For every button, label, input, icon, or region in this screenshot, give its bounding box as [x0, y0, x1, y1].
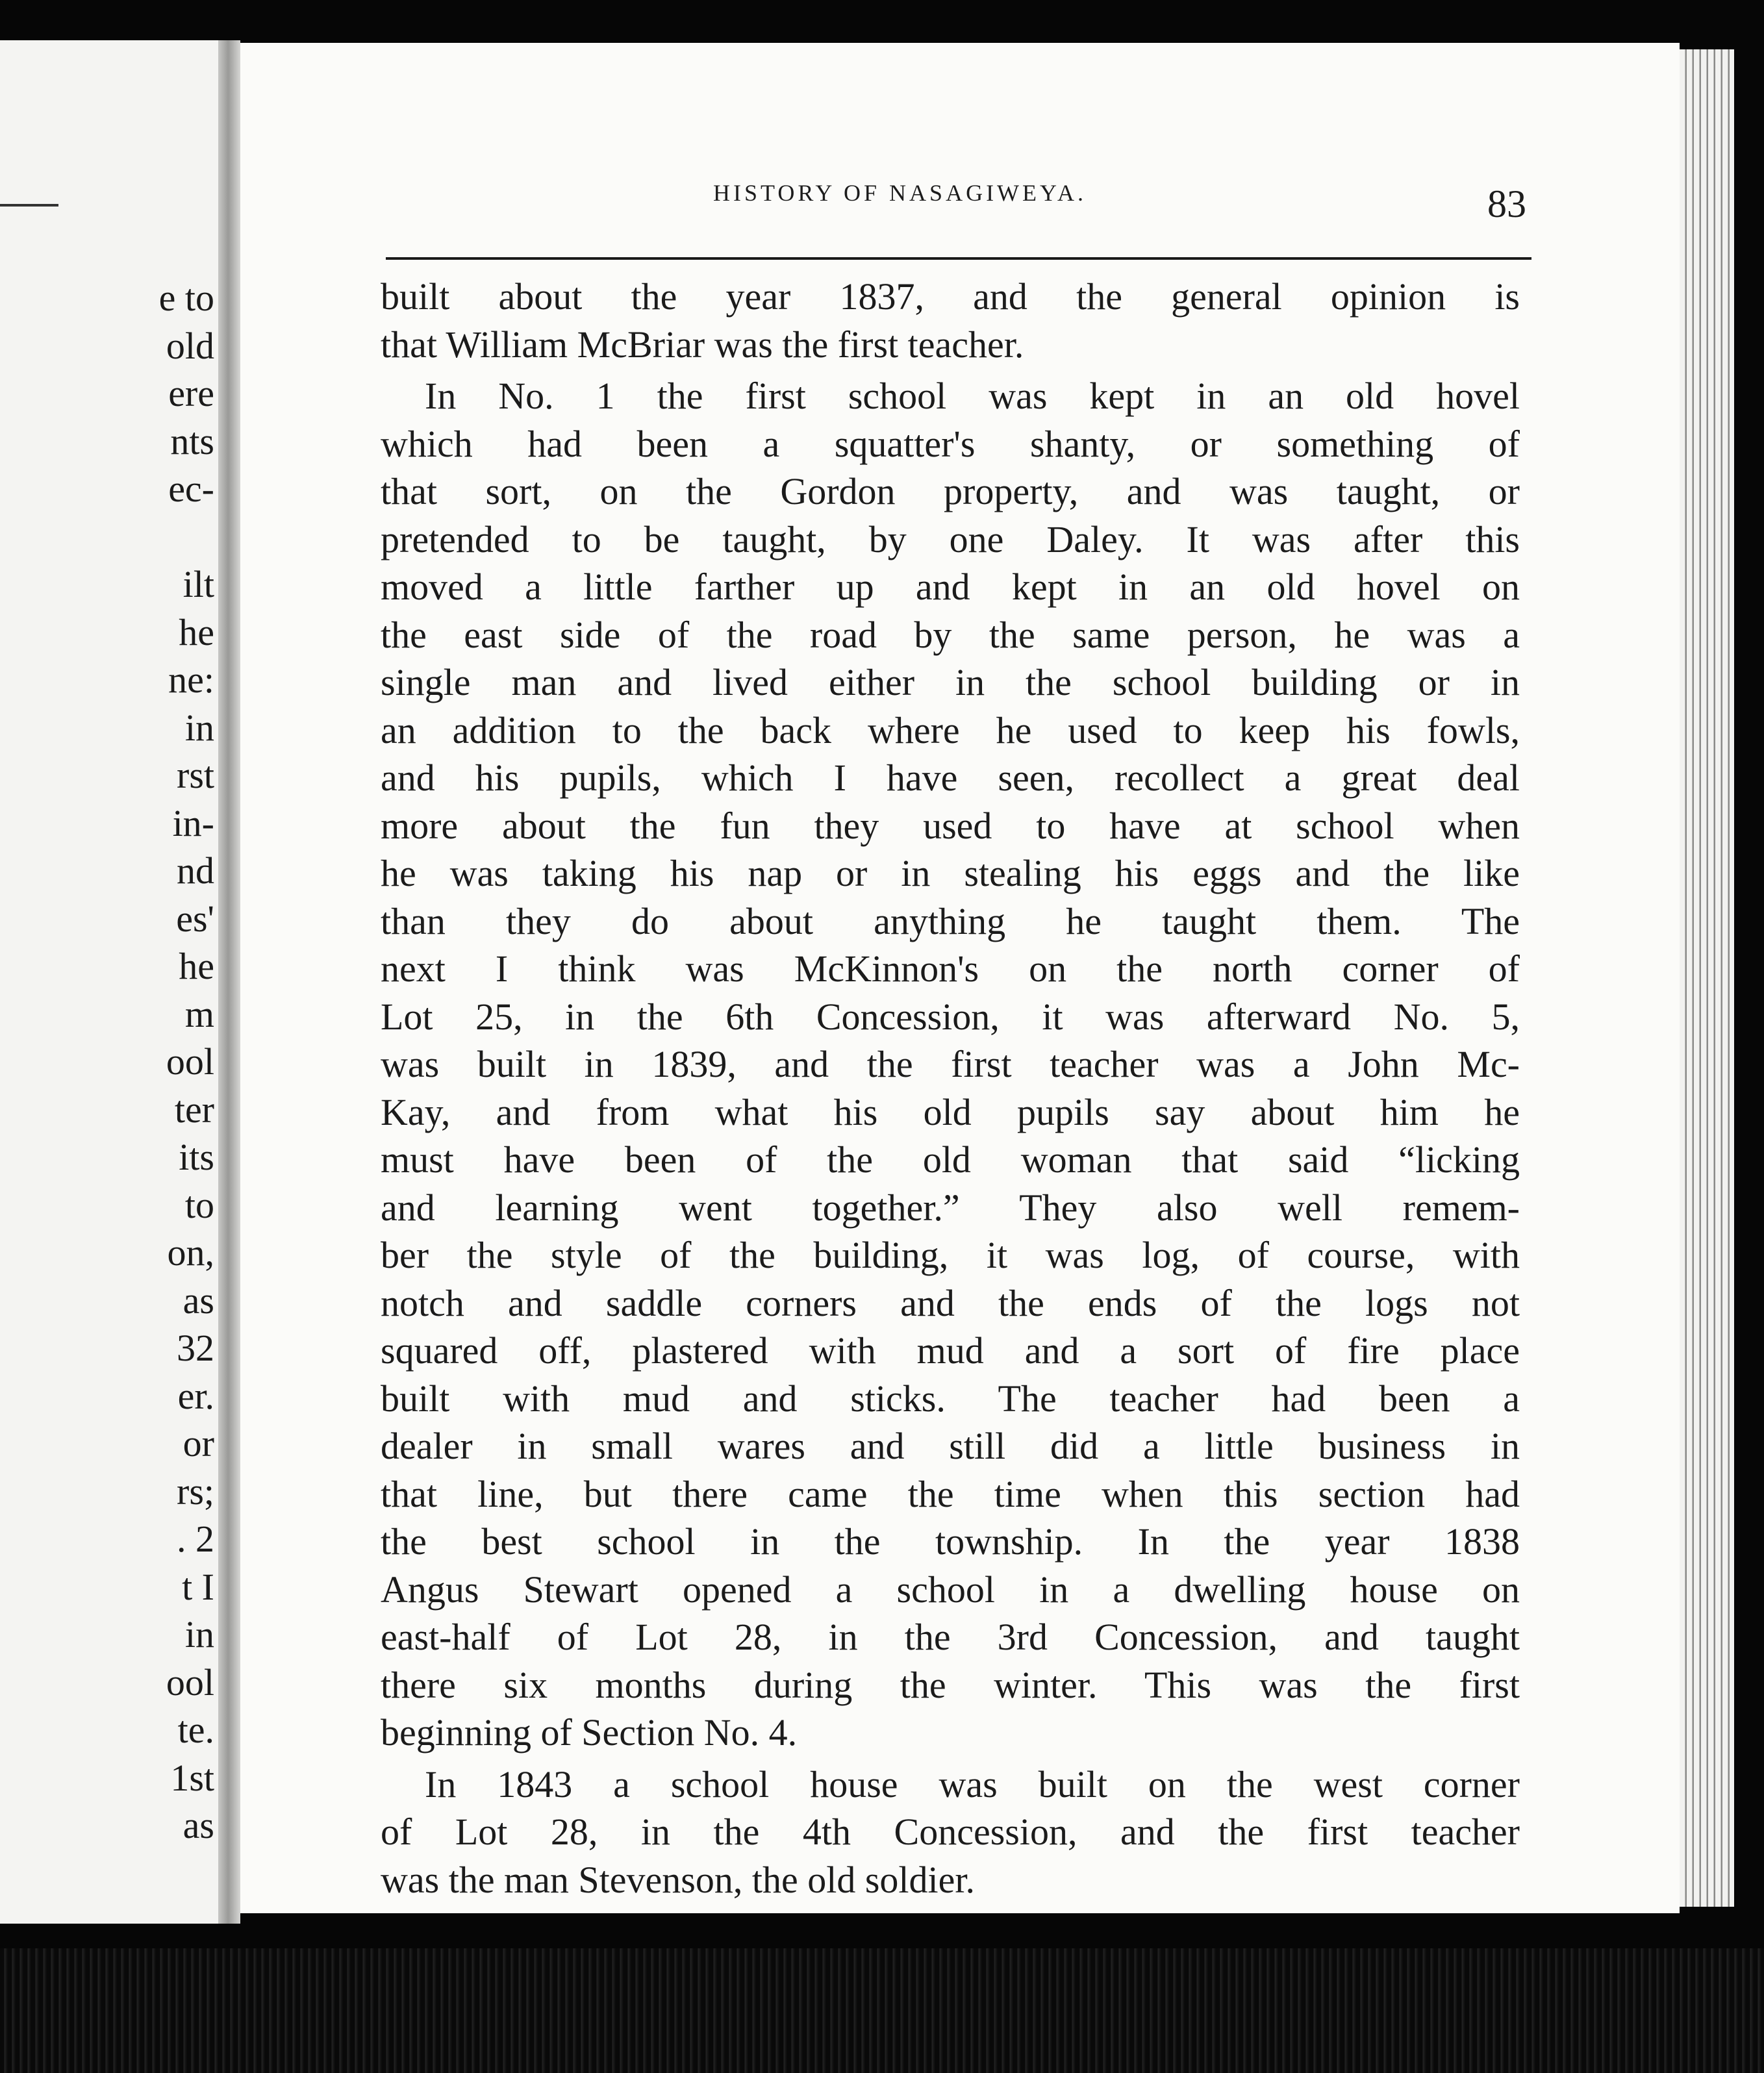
text-line: that William McBriar was the first teacher.: [381, 323, 1024, 366]
text-line: was built in 1839, and the first teacher was a John Mc-: [381, 1043, 1520, 1085]
text-line: east-half of Lot 28, in the 3rd Concession, and taught: [381, 1616, 1520, 1658]
left-fragment-line: to: [184, 1183, 214, 1226]
text-line: the best school in the township. In the year 1838: [381, 1520, 1520, 1563]
left-fragment-line: . 2: [177, 1518, 214, 1560]
running-head: HISTORY OF NASAGIWEYA.: [713, 180, 1087, 206]
text-line: next I think was McKinnon's on the north corner of: [381, 948, 1520, 990]
text-line: an addition to the back where he used to keep his fowls,: [381, 709, 1520, 751]
left-fragment-line: m: [184, 992, 214, 1035]
text-line: must have been of the old woman that said “licking: [381, 1138, 1520, 1181]
left-fragment-line: in-: [172, 801, 214, 844]
left-fragment-line: er.: [177, 1374, 214, 1417]
left-fragment-line: 32: [177, 1327, 214, 1369]
paragraph-start-line: In 1843 a school house was built on the west corner: [425, 1763, 1520, 1805]
text-line: and his pupils, which I have seen, recollect a great deal: [381, 757, 1520, 799]
page-number: 83: [1487, 182, 1526, 225]
body-text: [381, 273, 1520, 1903]
left-fragment-line: old: [166, 324, 214, 367]
left-fragment-line: as: [183, 1279, 214, 1322]
text-line: the east side of the road by the same person, he was a: [381, 613, 1520, 656]
left-fragment-line: in: [184, 706, 214, 749]
text-line: that sort, on the Gordon property, and was taught, or: [381, 470, 1520, 512]
text-line: single man and lived either in the school building or in: [381, 661, 1520, 703]
page-edges: [1680, 49, 1734, 1907]
text-line: he was taking his nap or in stealing his eggs and the like: [381, 852, 1520, 894]
text-line: notch and saddle corners and the ends of the logs not: [381, 1281, 1520, 1324]
left-fragment-line: te.: [177, 1709, 214, 1751]
left-fragment-line: e to: [158, 277, 214, 319]
left-fragment-line: ter: [174, 1088, 214, 1131]
scan-bottom-edge: [0, 1948, 1764, 2073]
text-line: dealer in small wares and still did a little business in: [381, 1425, 1520, 1467]
text-line: there six months during the winter. This was the first: [381, 1663, 1520, 1706]
left-fragment-line: or: [183, 1422, 214, 1464]
left-fragment-line: its: [179, 1136, 214, 1178]
left-fragment-line: he: [179, 610, 214, 653]
left-fragment-line: [123, 513, 214, 561]
left-fragment-line: t I: [182, 1565, 214, 1608]
text-line: that line, but there came the time when this section had: [381, 1472, 1520, 1515]
paragraph-start-line: In No. 1 the first school was kept in an old hovel: [425, 375, 1520, 417]
text-line: Angus Stewart opened a school in a dwelling house on: [381, 1568, 1520, 1611]
left-fragment-line: as: [183, 1804, 214, 1846]
text-line: moved a little farther up and kept in an old hovel on: [381, 566, 1520, 608]
left-fragment-line: ec-: [168, 468, 214, 510]
left-fragment-line: nd: [177, 849, 214, 892]
book-gutter: [218, 40, 240, 1924]
text-line: was the man Stevenson, the old soldier.: [381, 1858, 975, 1901]
text-line: squared off, plastered with mud and a sort of fire place: [381, 1329, 1520, 1372]
text-line: Lot 25, in the 6th Concession, it was afterward No. 5,: [381, 995, 1520, 1038]
text-line: more about the fun they used to have at school when: [381, 804, 1520, 847]
left-fragment-line: rst: [177, 754, 214, 796]
text-line: ber the style of the building, it was log, of course, with: [381, 1234, 1520, 1276]
left-fragment-line: on,: [167, 1231, 214, 1274]
left-fragment-line: 1st: [170, 1756, 214, 1799]
header-rule: [386, 257, 1531, 260]
text-line: built about the year 1837, and the general opinion is: [381, 275, 1520, 318]
text-line: Kay, and from what his old pupils say about him he: [381, 1090, 1520, 1133]
left-fragment-line: nts: [170, 420, 214, 462]
left-page-header-rule: [0, 204, 58, 207]
left-fragment-line: rs;: [177, 1470, 214, 1513]
text-line: beginning of Section No. 4.: [381, 1711, 798, 1753]
left-fragment-line: ool: [166, 1661, 214, 1703]
left-fragment-line: in: [184, 1613, 214, 1655]
text-line: pretended to be taught, by one Daley. It was after this: [381, 518, 1520, 560]
left-fragment-line: ere: [168, 372, 214, 414]
text-line: built with mud and sticks. The teacher had been a: [381, 1377, 1520, 1420]
text-line: than they do about anything he taught them. The: [381, 899, 1520, 942]
left-fragment-line: he: [179, 945, 214, 987]
text-line: of Lot 28, in the 4th Concession, and the first teacher: [381, 1811, 1520, 1853]
left-page-text-fragments: [123, 274, 214, 1850]
left-fragment-line: ne:: [168, 659, 214, 701]
left-fragment-line: ilt: [183, 563, 214, 605]
left-facing-page: [0, 40, 218, 1924]
left-fragment-line: es': [176, 897, 214, 940]
text-line: which had been a squatter's shanty, or something of: [381, 422, 1520, 465]
text-line: and learning went together.” They also well remem-: [381, 1186, 1520, 1229]
left-fragment-line: ool: [166, 1040, 214, 1083]
